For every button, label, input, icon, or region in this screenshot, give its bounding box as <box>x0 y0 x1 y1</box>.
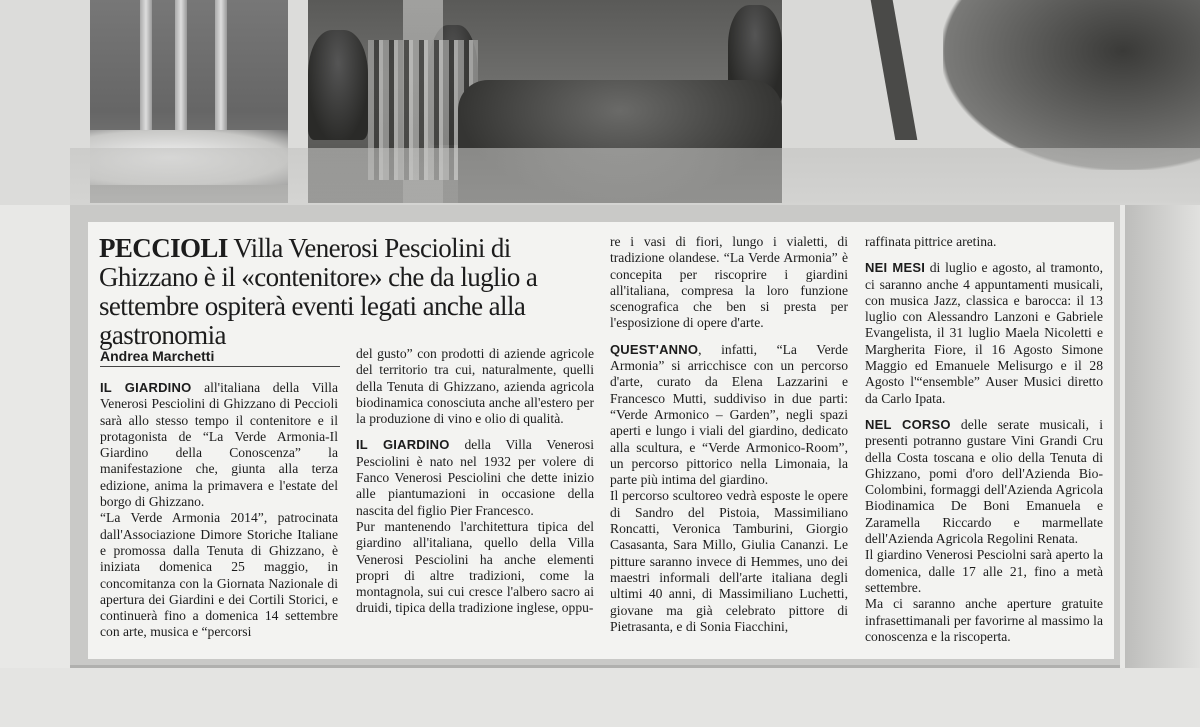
bleed-through-title <box>70 148 1200 205</box>
topiary-hedge <box>308 30 368 140</box>
paragraph-lead: IL GIARDINO <box>356 437 450 453</box>
article-column-4 <box>865 234 1103 645</box>
paragraph-text: di luglio e agosto, al tramonto, ci saranno anche 4 appuntamenti musicali, con musica Jazz, classica e barocca: il 13 luglio con Alessandro Lanzoni e Gabriele Evangelista, il 31 luglio Maela Nicoletti e Margherita Fiore, il 16 Agosto Simone Maggio ed Emanuele Melisurgo e il 28 Agosto l'“ensemble” Auser Musici diretto da Carlo Ipata. <box>865 260 1103 406</box>
article-headline <box>99 234 599 350</box>
article-column-1 <box>100 380 338 641</box>
paragraph <box>610 342 848 489</box>
paragraph-text: all'italiana della Villa Venerosi Pesciolini di Ghizzano di Peccioli sarà allo stesso tempo il contenitore e il protagonista de “La Verde Armonia-Il Giardino della Conoscenza” la manifestazione che, giunta alla terza edizione, anima la primavera e l'estate del borgo di Ghizzano. <box>100 380 338 510</box>
sculpture-pole <box>140 0 152 150</box>
paragraph: del gusto” con prodotti di aziende agricole del territorio tra cui, naturalmente, quelli della Tenuta di Ghizzano, azienda agricola biodinamica conosciuta anche all'estero per la produzione di vino e olio di qualità. <box>356 346 594 427</box>
paragraph: Il percorso scultoreo vedrà esposte le opere di Sandro del Pistoia, Massimiliano Roncatti, Veronica Tamburini, Giorgio Casasanta, Sara Millo, Giulia Cananzi. Le pitture saranno invece di Hemmes, uno dei maestri informali dell'arte italiana degli ultimi 40 anni, di Massimiliano Luchetti, giovane ma già celebrato pittore di Pietrasanta, e di Sonia Fiacchini, <box>610 488 848 634</box>
paragraph: “La Verde Armonia 2014”, patrocinata dall'Associazione Dimore Storiche Italiane e promossa dalla Tenuta di Ghizzano, è iniziata domenica 25 maggio, in concomitanza con la Giornata Nazionale di apertura dei Giardini e dei Cortili Storici, e continuerà fino a domenica 14 settembre con arte, musica e “percorsi <box>100 510 338 640</box>
headline-place: PECCIOLI <box>99 233 228 263</box>
paragraph <box>865 260 1103 407</box>
author-byline: Andrea Marchetti <box>100 348 340 367</box>
article-column-2 <box>356 346 594 617</box>
paragraph-text: della Villa Venerosi Pesciolini è nato nel 1932 per volere di Fanco Venerosi Pesciolini che dette inizio alle piantumazioni in occasione della nascita del figlio Pier Francesco. <box>356 437 594 518</box>
figure-shadow <box>943 0 1200 170</box>
lamp-post <box>871 0 918 140</box>
paragraph-text: , infatti, “La Verde Armonia” si arricchisce con un percorso d'arte, curato da Elena Lazzarini e Francesco Mutti, suddiviso in due parti: “Verde Armonico – Garden”, negli spazi aperti e lungo i viali del giardino, dedicato alla scultura, e “Verde Armonico-Room”, un percorso pittorico nella Limonaia, la parte più intima del giardino. <box>610 341 848 488</box>
sculpture-pole <box>175 0 187 150</box>
paragraph: raffinata pittrice aretina. <box>865 234 997 249</box>
paragraph <box>100 380 338 510</box>
paragraph: Il giardino Venerosi Pesciolni sarà aperto la domenica, dalle 17 alle 21, fino a metà settembre. <box>865 547 1103 595</box>
paragraph: Pur mantenendo l'architettura tipica del giardino all'italiana, quello della Villa Venerosi Pesciolini ha anche elementi propri di altre tradizioni, come la montagnola, sui cui cresce l'albero sacro ai druidi, tipica della tradizione inglese, oppu- <box>356 518 594 616</box>
article-column-3 <box>610 234 848 635</box>
paragraph-lead: NEL CORSO <box>865 416 951 432</box>
page-edge <box>1125 205 1200 727</box>
paragraph-lead: IL GIARDINO <box>100 380 192 395</box>
photo-band <box>0 0 1200 205</box>
sculpture-pole <box>215 0 227 150</box>
paragraph <box>356 437 594 518</box>
paragraph-text: delle serate musicali, i presenti potranno gustare Vini Grandi Cru della Costa toscana e olio della Tenuta di Ghizzano, pomi d'oro dell'Azienda Bio-Colombini, formaggi dell'Azienda Agricola Biodinamica De Boni Emanuela e Zaramella Riccardo e marmellate dell'Azienda Agricola Regolini Renata. <box>865 416 1103 547</box>
paragraph-lead: NEI MESI <box>865 260 926 276</box>
page-bottom-margin <box>0 668 1200 727</box>
paragraph: re i vasi di fiori, lungo i vialetti, di tradizione olandese. “La Verde Armonia” è concepita per riscoprire i giardini all'italiana, compresa la loro funzione scenografica che ben si presta per l'esposizione di opere d'arte. <box>610 234 848 331</box>
headline-text: Villa Venerosi Pesciolini di Ghizzano è il «contenitore» che da luglio a settembre ospiterà eventi legati anche alla gastronomia <box>99 233 538 350</box>
paragraph-lead: QUEST'ANNO <box>610 341 699 357</box>
paragraph: Ma ci saranno anche aperture gratuite infrasettimanali per favorirne al massimo la conoscenza e la riscoperta. <box>865 596 1103 644</box>
paragraph <box>865 417 1103 547</box>
